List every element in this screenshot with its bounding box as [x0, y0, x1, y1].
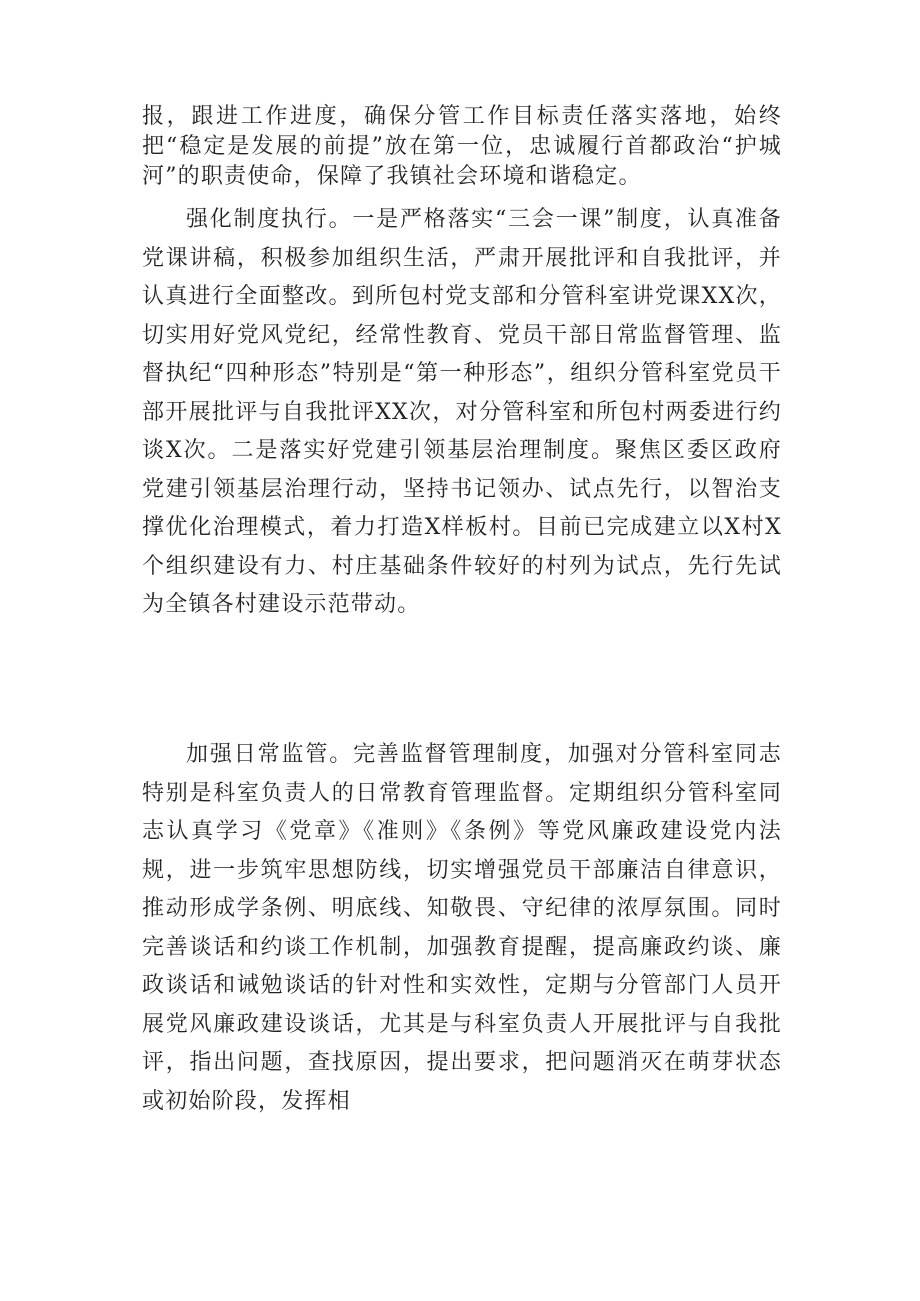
paragraph-system-execution: 强化制度执行。一是严格落实“三会一课”制度，认真准备党课讲稿，积极参加组织生活，严肃开展批评和自我批评，并认真进行全面整改。到所包村党支部和分管科室讲党课XX次，切实用好党风党纪，经常性教育、党员干部日常监督管理、监督执纪“四种形态”特别是“第一种形态”，组织分管科室党员干部开展批评与自我批评XX次，对分管科室和所包村两委进行约谈X次。二是落实好党建引领基层治理制度。聚焦区委区政府党建引领基层治理行动，坚持书记领办、试点先行，以智治支撑优化治理模式，着力打造X样板村。目前已完成建立以X村X个组织建设有力、村庄基础条件较好的村列为试点，先行先试为全镇各村建设示范带动。 — [142, 207, 782, 617]
continuation-paragraph: 报，跟进工作进度，确保分管工作目标责任落实落地，始终把“稳定是发展的前提”放在第一位，忠诚履行首都政治“护城河”的职责使命，保障了我镇社会环境和谐稳定。 — [142, 104, 782, 189]
paragraph-daily-supervision: 加强日常监管。完善监督管理制度，加强对分管科室同志特别是科室负责人的日常教育管理监督。定期组织分管科室同志认真学习《党章》《准则》《条例》等党风廉政建设党内法规，进一步筑牢思想防线，切实增强党员干部廉洁自律意识，推动形成学条例、明底线、知敬畏、守纪律的浓厚氛围。同时完善谈话和约谈工作机制，加强教育提醒，提高廉政约谈、廉政谈话和诫勉谈话的针对性和实效性，定期与分管部门人员开展党风廉政建设谈话，尤其是与科室负责人开展批评与自我批评，指出问题，查找原因，提出要求，把问题消灭在萌芽状态或初始阶段，发挥相 — [142, 742, 782, 1114]
